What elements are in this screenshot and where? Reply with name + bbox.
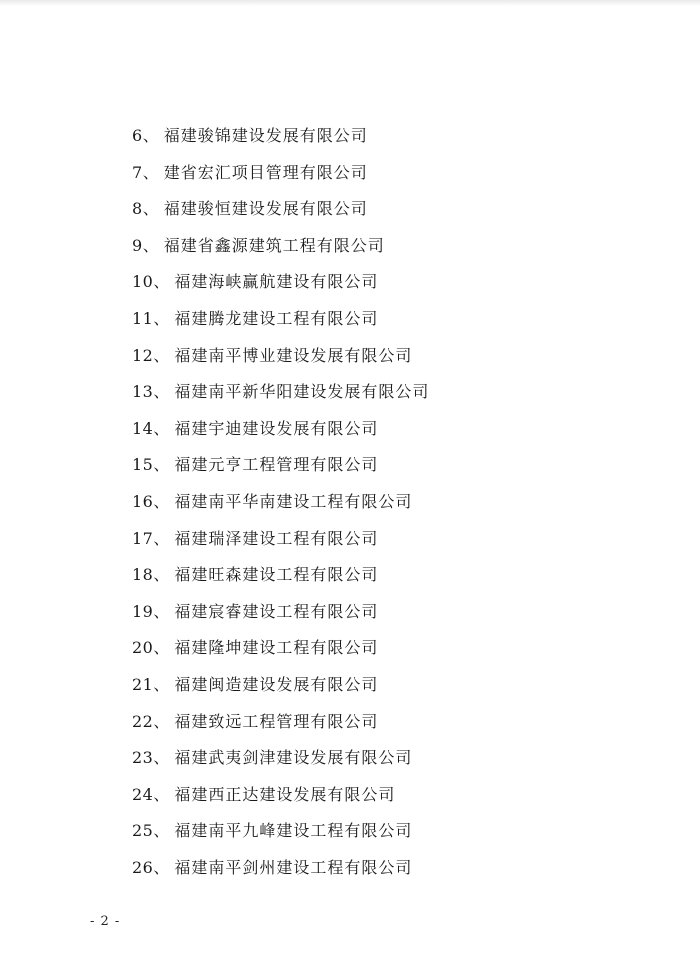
- item-number: 11: [132, 308, 154, 328]
- list-item: [132, 777, 429, 814]
- item-number: 8: [132, 199, 143, 219]
- company-name: 福建海峡赢航建设有限公司: [174, 272, 379, 292]
- item-separator: 、: [153, 601, 171, 621]
- list-item: [132, 594, 429, 631]
- company-name: 建省宏汇项目管理有限公司: [163, 162, 368, 182]
- list-item: [132, 301, 429, 338]
- item-number: 7: [132, 162, 143, 182]
- company-name: 福建旺森建设工程有限公司: [174, 565, 379, 585]
- company-name: 福建南平九峰建设工程有限公司: [174, 821, 413, 841]
- item-number: 15: [132, 455, 154, 475]
- item-separator: 、: [153, 711, 171, 731]
- item-number: 20: [132, 638, 154, 658]
- item-number: 23: [132, 748, 154, 768]
- item-number: 13: [132, 382, 154, 402]
- item-separator: 、: [153, 272, 171, 292]
- item-separator: 、: [142, 126, 160, 145]
- item-separator: 、: [153, 455, 171, 475]
- list-item: [132, 447, 429, 484]
- list-item: [132, 118, 429, 155]
- company-name: 福建武夷剑津建设发展有限公司: [174, 748, 413, 768]
- item-separator: 、: [153, 382, 171, 402]
- list-item: [132, 484, 429, 521]
- item-number: 24: [132, 784, 154, 804]
- company-name: 福建南平新华阳建设发展有限公司: [174, 382, 430, 402]
- company-name: 福建南平剑州建设工程有限公司: [174, 857, 413, 877]
- page-number: - 2 -: [90, 914, 121, 929]
- list-item: [132, 557, 429, 594]
- list-item: [132, 521, 429, 558]
- item-separator: 、: [153, 528, 171, 548]
- item-number: 16: [132, 491, 154, 511]
- item-separator: 、: [153, 418, 171, 438]
- list-item: [132, 740, 429, 777]
- company-name: 福建南平华南建设工程有限公司: [174, 491, 413, 511]
- item-number: 22: [132, 711, 154, 731]
- list-item: [132, 338, 429, 375]
- list-item: [132, 191, 429, 228]
- item-separator: 、: [153, 857, 171, 877]
- item-separator: 、: [153, 748, 171, 768]
- list-item: [132, 630, 429, 667]
- company-name: 福建隆坤建设工程有限公司: [174, 638, 379, 658]
- list-item: [132, 228, 429, 265]
- item-separator: 、: [153, 565, 171, 585]
- list-item: [132, 850, 429, 887]
- list-item: [132, 374, 429, 411]
- company-name: 福建南平博业建设发展有限公司: [174, 345, 413, 365]
- company-name: 福建宸睿建设工程有限公司: [174, 601, 379, 621]
- item-separator: 、: [153, 345, 171, 365]
- item-number: 17: [132, 528, 154, 548]
- item-separator: 、: [142, 162, 160, 182]
- item-separator: 、: [142, 235, 160, 255]
- item-separator: 、: [153, 308, 171, 328]
- company-name: 福建致远工程管理有限公司: [174, 711, 379, 731]
- company-list: [132, 118, 429, 886]
- item-number: 10: [132, 272, 154, 292]
- company-name: 福建省鑫源建筑工程有限公司: [163, 235, 385, 255]
- list-item: [132, 667, 429, 704]
- company-name: 福建宇迪建设发展有限公司: [174, 418, 379, 438]
- item-separator: 、: [153, 821, 171, 841]
- item-separator: 、: [153, 638, 171, 658]
- company-name: 福建骏恒建设发展有限公司: [163, 199, 368, 219]
- item-separator: 、: [153, 784, 171, 804]
- item-number: 21: [132, 674, 154, 694]
- list-item: [132, 264, 429, 301]
- item-number: 9: [132, 235, 143, 255]
- item-number: 18: [132, 565, 154, 585]
- company-name: 福建骏锦建设发展有限公司: [163, 126, 368, 145]
- list-item: [132, 411, 429, 448]
- item-number: 6: [132, 126, 143, 145]
- item-number: 12: [132, 345, 154, 365]
- company-name: 福建西正达建设发展有限公司: [174, 784, 396, 804]
- item-separator: 、: [153, 674, 171, 694]
- list-item: [132, 704, 429, 741]
- item-separator: 、: [142, 199, 160, 219]
- item-number: 14: [132, 418, 154, 438]
- item-separator: 、: [153, 491, 171, 511]
- company-name: 福建元亨工程管理有限公司: [174, 455, 379, 475]
- company-name: 福建腾龙建设工程有限公司: [174, 308, 379, 328]
- item-number: 19: [132, 601, 154, 621]
- item-number: 25: [132, 821, 154, 841]
- list-item: [132, 155, 429, 192]
- page-top-edge: [0, 0, 700, 6]
- company-name: 福建瑞泽建设工程有限公司: [174, 528, 379, 548]
- item-number: 26: [132, 857, 154, 877]
- list-item: [132, 813, 429, 850]
- company-name: 福建闽造建设发展有限公司: [174, 674, 379, 694]
